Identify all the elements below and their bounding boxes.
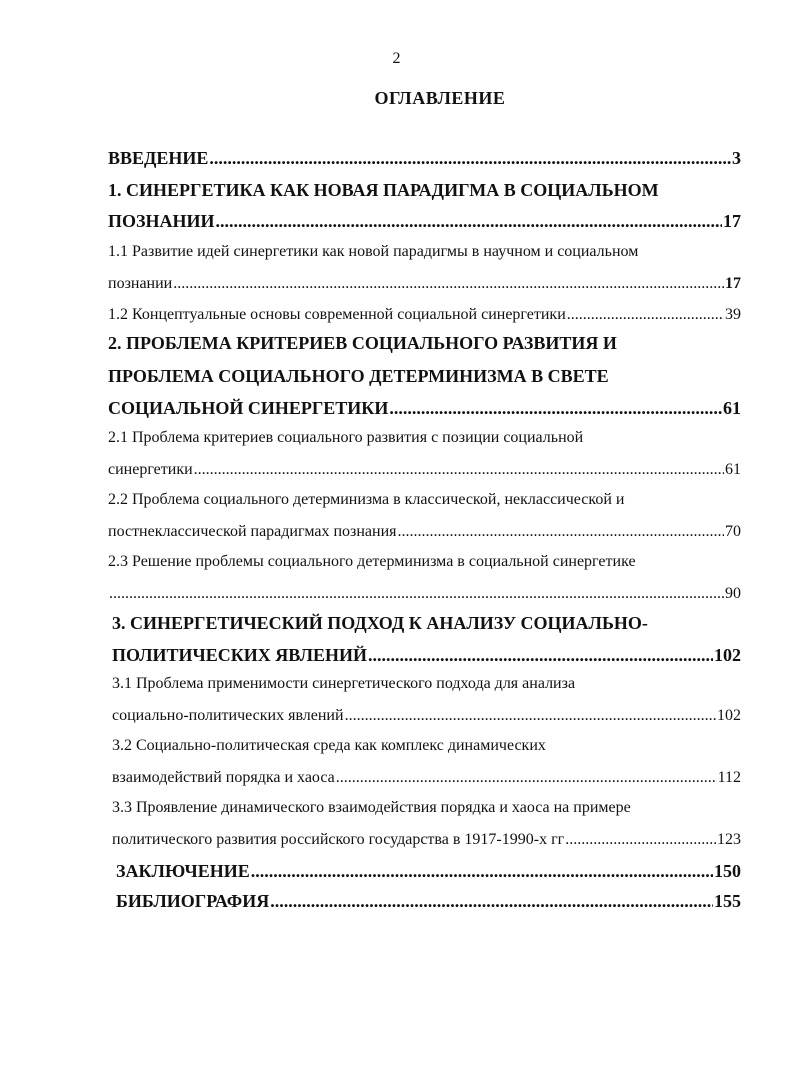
toc-page-number: 17 — [725, 275, 741, 292]
dot-leader — [565, 831, 716, 849]
toc-chapter-3[interactable] — [112, 645, 741, 666]
toc-section-1-1-line1[interactable]: 1.1 Развитие идей синергетики как новой парадигмы в научном и социальном — [108, 243, 639, 260]
page-number: 2 — [392, 50, 401, 67]
toc-section-1-1[interactable] — [108, 275, 741, 293]
toc-page-number: 102 — [717, 707, 741, 724]
dot-leader — [194, 461, 724, 479]
toc-section-2-3[interactable] — [108, 585, 741, 603]
dot-leader — [173, 275, 724, 293]
toc-entry-label: постнеклассической парадигмах познания — [108, 523, 397, 540]
toc-page-number: 17 — [723, 211, 741, 231]
toc-page-number: 150 — [714, 861, 741, 881]
toc-entry-label: познании — [108, 275, 173, 292]
toc-chapter-1[interactable] — [108, 211, 741, 232]
dot-leader — [397, 523, 724, 541]
toc-section-2-1-line1[interactable]: 2.1 Проблема критериев социального развития с позиции социальной — [108, 429, 584, 446]
toc-section-2-3-line1[interactable]: 2.3 Решение проблемы социального детерминизма в социальной синергетике — [108, 553, 636, 570]
toc-section-2-2[interactable] — [108, 523, 741, 541]
dot-leader — [109, 585, 724, 603]
dot-leader — [345, 707, 716, 725]
toc-chapter-2-line2[interactable]: ПРОБЛЕМА СОЦИАЛЬНОГО ДЕТЕРМИНИЗМА В СВЕТЕ — [108, 366, 609, 386]
toc-entry-label: ВВЕДЕНИЕ — [108, 148, 209, 168]
toc-section-2-2-line1[interactable]: 2.2 Проблема социального детерминизма в классической, неклассической и — [108, 491, 625, 508]
toc-page-number: 61 — [723, 398, 741, 418]
toc-entry-label: 1.2 Концептуальные основы современной социальной синергетики — [108, 306, 566, 323]
toc-section-1-2[interactable] — [108, 306, 741, 324]
toc-chapter-3-line1[interactable]: 3. СИНЕРГЕТИЧЕСКИЙ ПОДХОД К АНАЛИЗУ СОЦИАЛЬНО- — [112, 613, 648, 633]
toc-section-3-2-line1[interactable]: 3.2 Социально-политическая среда как комплекс динамических — [112, 737, 546, 754]
toc-entry-label: ЗАКЛЮЧЕНИЕ — [116, 861, 250, 881]
toc-page-number: 61 — [725, 461, 741, 478]
toc-entry-label: ПОЛИТИЧЕСКИХ ЯВЛЕНИЙ — [112, 645, 368, 665]
toc-section-3-2[interactable] — [112, 769, 741, 787]
toc-page-number: 39 — [725, 306, 741, 323]
toc-entry-label: СОЦИАЛЬНОЙ СИНЕРГЕТИКИ — [108, 398, 389, 418]
toc-page-number: 123 — [717, 831, 741, 848]
toc-entry-label: взаимодействий порядка и хаоса — [112, 769, 335, 786]
toc-chapter-1-line1[interactable]: 1. СИНЕРГЕТИКА КАК НОВАЯ ПАРАДИГМА В СОЦИАЛЬНОМ — [108, 180, 659, 200]
toc-chapter-2-line1[interactable]: 2. ПРОБЛЕМА КРИТЕРИЕВ СОЦИАЛЬНОГО РАЗВИТИЯ И — [108, 333, 617, 353]
toc-section-3-3[interactable] — [112, 831, 741, 849]
toc-page-number: 3 — [732, 148, 741, 168]
toc-page-number: 90 — [725, 585, 741, 602]
dot-leader — [389, 398, 722, 419]
toc-entry-label: синергетики — [108, 461, 193, 478]
toc-section-2-1[interactable] — [108, 461, 741, 479]
toc-entry-intro[interactable] — [108, 148, 741, 169]
toc-section-3-1[interactable] — [112, 707, 741, 725]
dot-leader — [209, 148, 731, 169]
toc-entry-label: БИБЛИОГРАФИЯ — [116, 891, 270, 911]
toc-entry-bibliography[interactable] — [116, 891, 741, 912]
toc-page-number: 102 — [714, 645, 741, 665]
dot-leader — [368, 645, 713, 666]
dot-leader — [336, 769, 717, 787]
toc-entry-label: социально-политических явлений — [112, 707, 344, 724]
dot-leader — [216, 211, 722, 232]
toc-page-number: 155 — [714, 891, 741, 911]
dot-leader — [251, 861, 713, 882]
toc-entry-label: ПОЗНАНИИ — [108, 211, 215, 231]
toc-chapter-2[interactable] — [108, 398, 741, 419]
toc-section-3-1-line1[interactable]: 3.1 Проблема применимости синергетического подхода для анализа — [112, 675, 576, 692]
dot-leader — [270, 891, 713, 912]
toc-page-number: 70 — [725, 523, 741, 540]
toc-title: ОГЛАВЛЕНИЕ — [374, 88, 506, 108]
toc-entry-label: политического развития российского государства в 1917-1990-х гг — [112, 831, 565, 848]
toc-entry-conclusion[interactable] — [116, 861, 741, 882]
toc-page-number: 112 — [717, 769, 741, 786]
toc-section-3-3-line1[interactable]: 3.3 Проявление динамического взаимодействия порядка и хаоса на примере — [112, 799, 631, 816]
dot-leader — [567, 306, 724, 324]
